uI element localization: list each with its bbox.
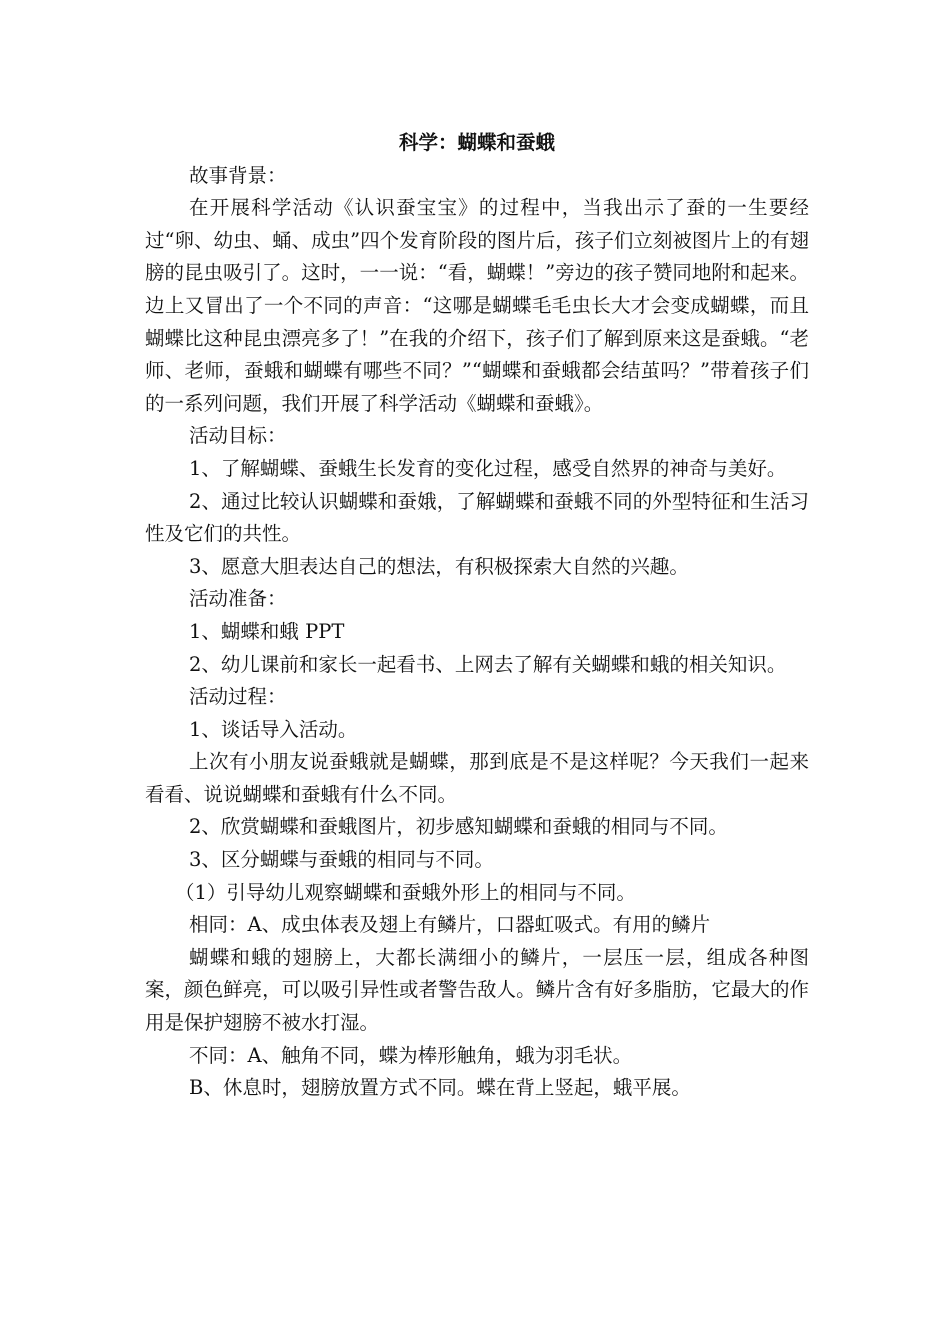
section-heading-process: 活动过程：: [189, 685, 287, 709]
preparation-item-2: 2、幼儿课前和家长一起看书、上网去了解有关蝴蝶和蛾的相关知识。: [189, 652, 787, 676]
process-step-1: 1、谈话导入活动。: [189, 717, 358, 741]
preparation-item-1: 1、蝴蝶和蛾 PPT: [189, 619, 345, 643]
document-title: 科学：蝴蝶和蚕蛾: [398, 131, 555, 154]
section-heading-preparation: 活动准备：: [189, 587, 287, 611]
document-body: [145, 127, 809, 1105]
goal-item-1: 1、了解蝴蝶、蚕蛾生长发育的变化过程，感受自然界的神奇与美好。: [189, 456, 787, 480]
process-step-2: 2、欣赏蝴蝶和蚕蛾图片，初步感知蝴蝶和蚕蛾的相同与不同。: [189, 815, 728, 839]
process-step-1-text: 上次有小朋友说蚕蛾就是蝴蝶，那到底是不是这样呢？今天我们一起来看看、说说蝴蝶和蚕蛾有什么不同。: [145, 750, 809, 806]
goal-item-3: 3、愿意大胆表达自己的想法，有积极探索大自然的兴趣。: [189, 554, 689, 578]
similarity-text: 相同：A、成虫体表及翅上有鳞片，口器虹吸式。有用的鳞片: [189, 913, 711, 937]
scales-paragraph: 蝴蝶和蛾的翅膀上，大都长满细小的鳞片，一层压一层，组成各种图案，颜色鲜亮，可以吸引异性或者警告敌人。鳞片含有好多脂肪，它最大的作用是保护翅膀不被水打湿。: [145, 945, 809, 1035]
paragraph-story: 在开展科学活动《认识蚕宝宝》的过程中，当我出示了蚕的一生要经过“卵、幼虫、蛹、成虫”四个发育阶段的图片后，孩子们立刻被图片上的有翅膀的昆虫吸引了。这时，一一说：“看，蝴蝶！”旁边的孩子赞同地附和起来。边上又冒出了一个不同的声音：“这哪是蝴蝶毛毛虫长大才会变成蝴蝶，而且蝴蝶比这种昆虫漂亮多了！”在我的介绍下，孩子们了解到原来这是蚕蛾。“老师、老师，蚕蛾和蝴蝶有哪些不同？”“蝴蝶和蚕蛾都会结茧吗？”带着孩子们的一系列问题，我们开展了科学活动《蝴蝶和蚕蛾》。: [145, 196, 809, 415]
difference-a: 不同：A、触角不同，蝶为棒形触角，蛾为羽毛状。: [189, 1043, 633, 1067]
goal-item-2: 2、通过比较认识蝴蝶和蚕娥，了解蝴蝶和蚕蛾不同的外型特征和生活习性及它们的共性。: [145, 489, 809, 546]
process-step-3: 3、区分蝴蝶与蚕蛾的相同与不同。: [189, 848, 494, 872]
section-heading-goals: 活动目标：: [189, 424, 287, 448]
section-heading-background: 故事背景：: [189, 163, 287, 187]
process-substep-1: （1）引导幼儿观察蝴蝶和蚕蛾外形上的相同与不同。: [175, 880, 636, 904]
difference-b: B、休息时，翅膀放置方式不同。蝶在背上竖起，蛾平展。: [189, 1076, 691, 1100]
